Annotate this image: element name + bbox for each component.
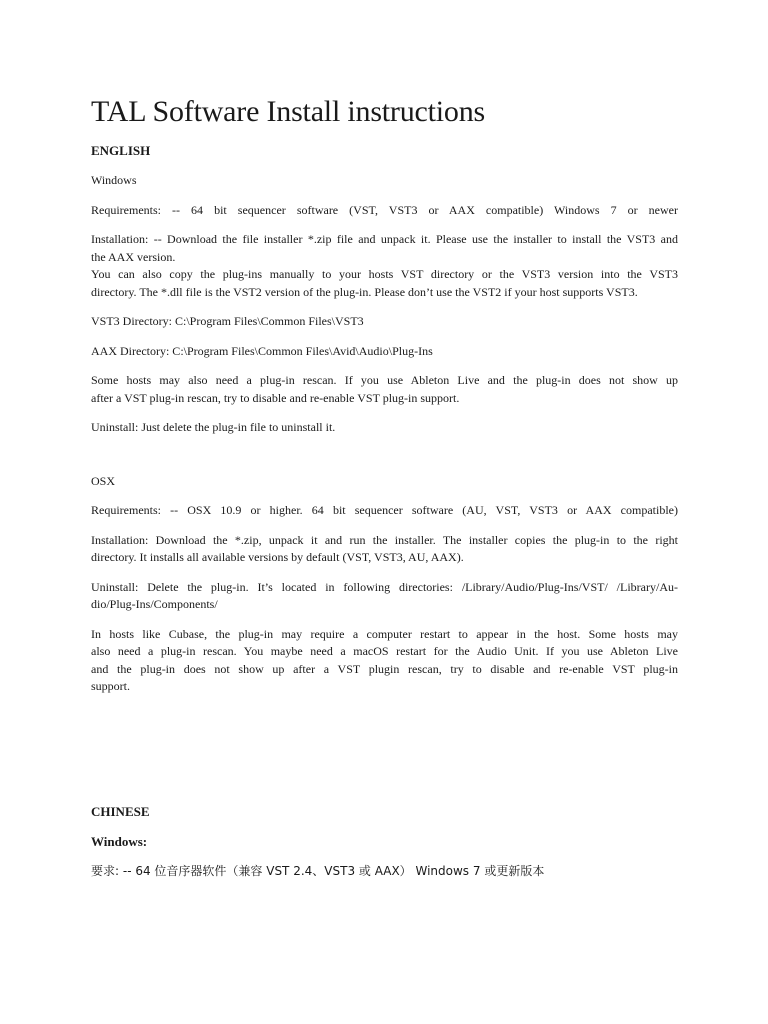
osx-hosts-line-1: In hosts like Cubase, the plug-in may require a computer restart to appear in the host. Some hosts may (91, 626, 678, 641)
osx-uninstall-line-1: Uninstall: Delete the plug-in. It’s located in following directories: /Library/Audio/Plug-Ins/VST/ /Library/Au- (91, 579, 678, 594)
windows-installation-line-1: Installation: -- Download the file installer *.zip file and unpack it. Please use the installer to install the VST3 and (91, 232, 678, 246)
windows-requirements (91, 202, 678, 220)
osx-hosts-line-4: support. (91, 679, 130, 693)
osx-installation-line-2: directory. It installs all available versions by default (VST, VST3, AU, AAX). (91, 550, 464, 564)
windows-uninstall: Uninstall: Just delete the plug-in file to uninstall it. (91, 420, 336, 434)
chinese-heading: CHINESE (91, 803, 150, 819)
windows-installation (91, 231, 678, 301)
osx-hosts-line-2: also need a plug-in rescan. You maybe need a macOS restart for the Audio Unit. If you use Ableton Live (91, 644, 678, 658)
osx-installation-line-1: Installation: Download the *.zip, unpack it and run the installer. The installer copies the plug-in to the right (91, 532, 678, 547)
chinese-requirements: 要求: -- 64 位音序器软件（兼容 VST 2.4、VST3 或 AAX） Windows 7 或更新版本 (91, 863, 545, 878)
osx-requirements (91, 502, 678, 520)
vst3-directory: VST3 Directory: C:\Program Files\Common Files\VST3 (91, 314, 364, 328)
osx-hosts-line-3: and the plug-in does not show up after a VST plugin rescan, try to disable and re-enable VST plug-in (91, 661, 678, 676)
osx-heading: OSX (91, 473, 116, 488)
osx-uninstall (91, 579, 678, 614)
osx-installation (91, 532, 678, 567)
osx-hosts (91, 626, 678, 696)
aax-directory: AAX Directory: C:\Program Files\Common Files\Avid\Audio\Plug-Ins (91, 343, 433, 358)
windows-installation-line-3: You can also copy the plug-ins manually to your hosts VST directory or the VST3 version into the VST3 (91, 267, 678, 281)
windows-rescan (91, 372, 678, 407)
windows-heading: Windows (91, 173, 137, 187)
windows-requirements-line: Requirements: -- 64 bit sequencer software (VST, VST3 or AAX compatible) Windows 7 or newer (91, 202, 678, 217)
english-heading: ENGLISH (91, 143, 151, 158)
document-title: TAL Software Install instructions (91, 95, 485, 128)
windows-installation-line-2: the AAX version. (91, 249, 176, 264)
windows-rescan-line-2: after a VST plug-in rescan, try to disable and re-enable VST plug-in support. (91, 390, 460, 405)
windows-rescan-line-1: Some hosts may also need a plug-in rescan. If you use Ableton Live and the plug-in does not show up (91, 373, 678, 387)
chinese-windows-heading: Windows: (91, 833, 148, 849)
osx-requirements-line: Requirements: -- OSX 10.9 or higher. 64 bit sequencer software (AU, VST, VST3 or AAX compatible) (91, 503, 678, 517)
windows-installation-line-4: directory. The *.dll file is the VST2 version of the plug-in. Please don’t use the VST2 if your host supports VST3. (91, 284, 638, 299)
osx-uninstall-line-2: dio/Plug-Ins/Components/ (91, 597, 218, 611)
